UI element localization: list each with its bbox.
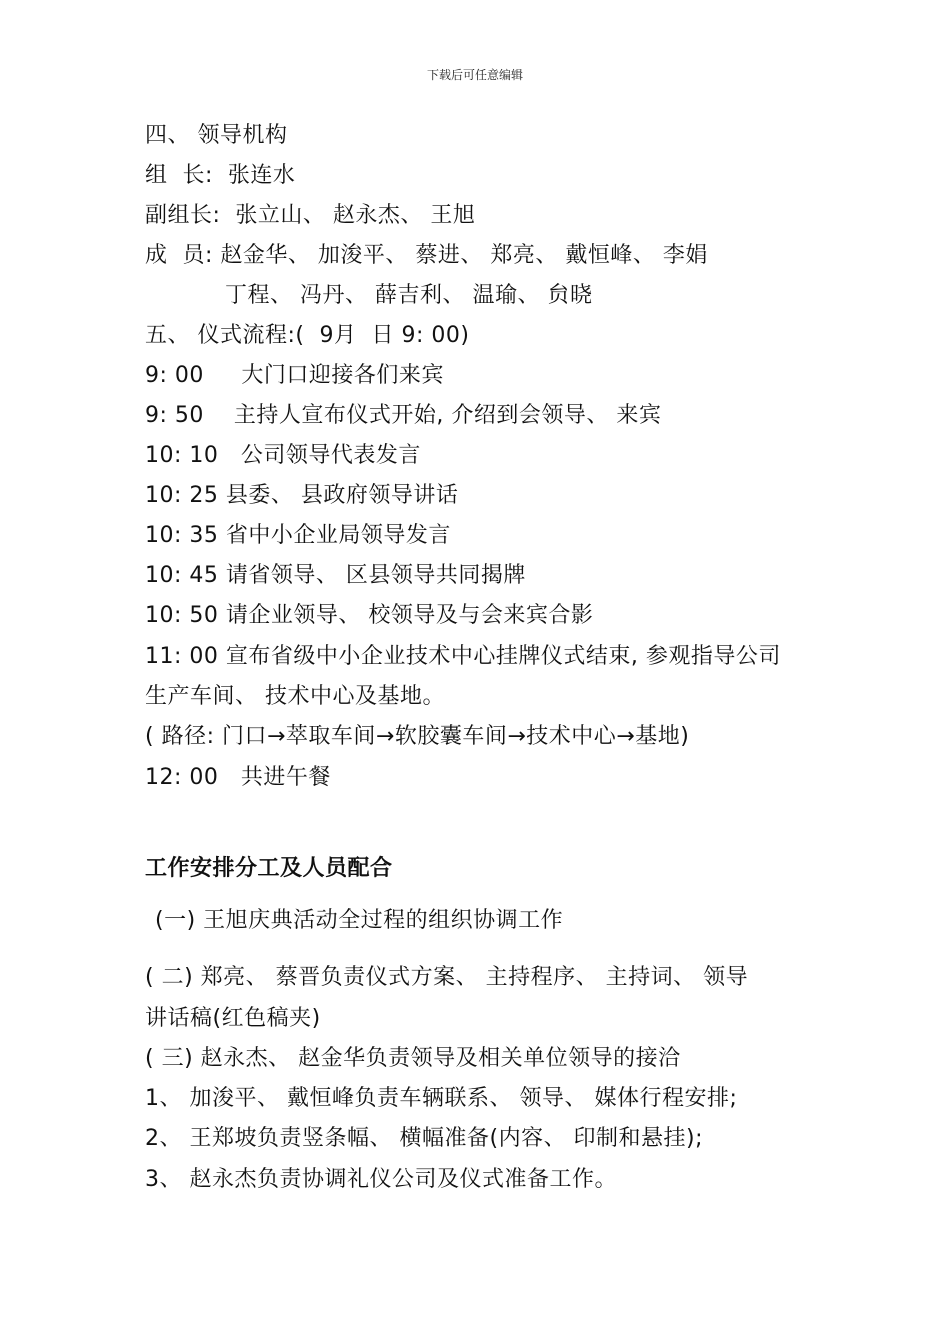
numbered-task: 2、 王郑坡负责竖条幅、 横幅准备(内容、 印制和悬挂); — [145, 1126, 704, 1151]
members-line-continued: 丁程、 冯丹、 薛吉利、 温瑜、 贠晓 — [225, 283, 593, 308]
numbered-task: 1、 加浚平、 戴恒峰负责车辆联系、 领导、 媒体行程安排; — [145, 1086, 738, 1111]
schedule-item: 12: 00 共进午餐 — [145, 765, 331, 790]
work-arrangement-heading: 工作安排分工及人员配合 — [145, 856, 393, 881]
task-item-continued: 讲话稿(红色稿夹) — [145, 1006, 321, 1031]
schedule-item: 10: 10 公司领导代表发言 — [145, 443, 421, 468]
schedule-item: 10: 45 请省领导、 区县领导共同揭牌 — [145, 563, 526, 588]
section-leadership-heading: 四、 领导机构 — [145, 123, 288, 148]
visit-route: ( 路径: 门口→萃取车间→软胶囊车间→技术中心→基地) — [145, 724, 690, 749]
schedule-item-continued: 生产车间、 技术中心及基地。 — [145, 684, 445, 709]
schedule-item: 9: 50 主持人宣布仪式开始, 介绍到会领导、 来宾 — [145, 403, 662, 428]
section-ceremony-heading: 五、 仪式流程:( 9月 日 9: 00) — [145, 323, 470, 348]
task-item: (一) 王旭庆典活动全过程的组织协调工作 — [155, 908, 564, 933]
task-item: ( 三) 赵永杰、 赵金华负责领导及相关单位领导的接洽 — [145, 1046, 681, 1071]
group-leader-line: 组 长: 张连水 — [145, 163, 296, 188]
schedule-item: 10: 25 县委、 县政府领导讲话 — [145, 483, 459, 508]
schedule-item: 10: 35 省中小企业局领导发言 — [145, 523, 451, 548]
task-item: ( 二) 郑亮、 蔡晋负责仪式方案、 主持程序、 主持词、 领导 — [145, 965, 749, 990]
page-header: 下载后可任意编辑 — [426, 68, 523, 82]
deputy-leader-line: 副组长: 张立山、 赵永杰、 王旭 — [145, 203, 476, 228]
schedule-item: 11: 00 宣布省级中小企业技术中心挂牌仪式结束, 参观指导公司 — [145, 644, 781, 669]
members-line: 成 员: 赵金华、 加浚平、 蔡进、 郑亮、 戴恒峰、 李娟 — [145, 243, 708, 268]
schedule-item: 10: 50 请企业领导、 校领导及与会来宾合影 — [145, 603, 594, 628]
schedule-item: 9: 00 大门口迎接各们来宾 — [145, 363, 444, 388]
numbered-task: 3、 赵永杰负责协调礼仪公司及仪式准备工作。 — [145, 1167, 617, 1192]
